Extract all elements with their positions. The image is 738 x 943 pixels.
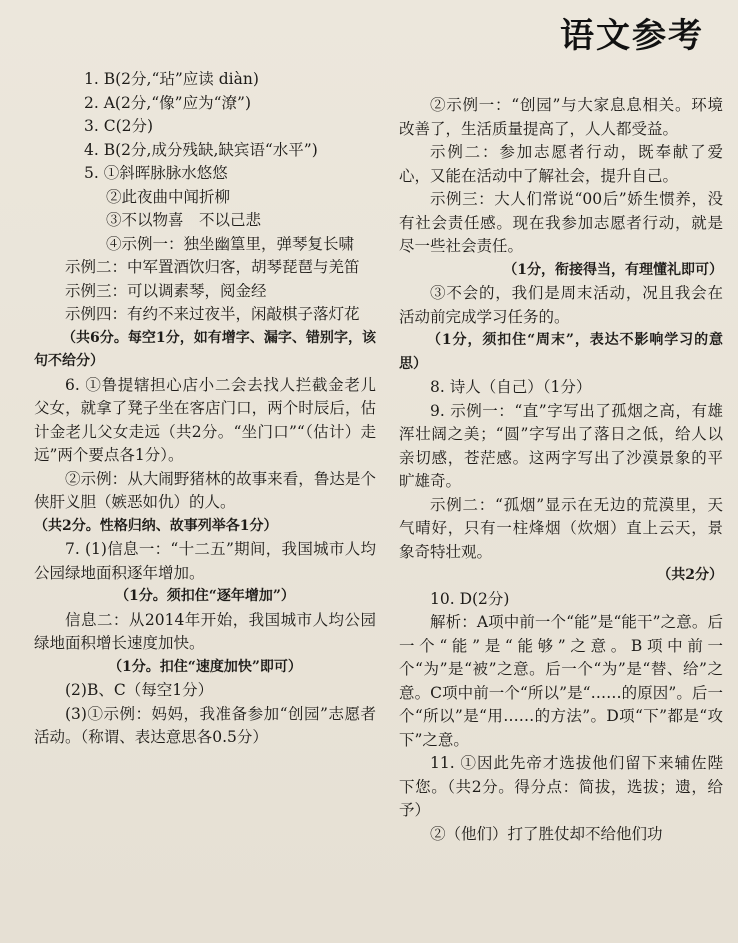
answer-paragraph: 示例二：参加志愿者行动，既奉献了爱心，又能在活动中了解社会，提升自己。 [399,143,723,185]
answer-paragraph: ④示例一：独坐幽篁里，弹琴复长啸 [106,234,355,253]
answer-paragraph: 7. (1)信息一：“十二五”期间，我国城市人均公园绿地面积逐年增加。 [34,540,376,582]
answer-paragraph: 4. B(2分,成分残缺,缺宾语“水平”) [84,140,318,159]
answer-paragraph: (3)①示例：妈妈，我准备参加“创园”志愿者活动。（称谓、表达意思各0.5分） [34,704,376,746]
answer-paragraph: 2. A(2分,“像”应为“潦”) [84,93,251,112]
answer-paragraph: （1分。扣住“速度加快”即可） [108,658,302,675]
answer-paragraph: 8. 诗人（自己）（1分） [430,378,592,396]
answer-paragraph: 6. ①鲁提辖担心店小二会去找人拦截金老儿父女，就拿了凳子坐在客店门口，两个时辰后，估计金老儿父女走远（共2分。“坐门口”“（估计）走远”两个要点各1分）。 [34,375,376,464]
answer-paragraph: 11. ①因此先帝才选拔他们留下来辅佐陛下您。（共2分。得分点：简拔，选拔；遗，给予） [399,754,723,819]
answer-paragraph: ②此夜曲中闻折柳 [106,187,231,206]
answer-paragraph: 10. D(2分) [430,589,510,608]
answer-paragraph: 3. C(2分) [84,117,154,135]
answer-paragraph: （1分，衔接得当，有理懂礼即可） [503,261,723,278]
answer-paragraph: 9. 示例一：“直”字写出了孤烟之高，有雄浑壮阔之美；“圆”字写出了落日之低，给人以亲切感，苍茫感。这两字写出了沙漠景象的平旷雄奇。 [399,401,723,490]
answer-paragraph: 信息二：从2014年开始，我国城市人均公园绿地面积增长速度加快。 [34,610,376,652]
answer-paragraph: ②示例：从大闹野猪林的故事来看，鲁达是个侠肝义胆（嫉恶如仇）的人。 [34,469,376,511]
answer-paragraph: ②示例一：“创园”与大家息息相关。环境改善了，生活质量提高了，人人都受益。 [399,96,723,138]
answer-paragraph: 示例三：可以调素琴，阅金经 [65,281,267,300]
answer-paragraph: （共2分。性格归纳、故事列举各1分） [34,517,278,534]
answer-paragraph: （1分。须扣住“逐年增加”） [115,588,295,604]
answer-paragraph: （共2分） [657,567,723,583]
answer-paragraph: 1. B(2分,“玷”应读 diàn) [84,70,259,88]
right-column [399,94,723,846]
answer-paragraph: ③不会的，我们是周末活动，况且我会在活动前完成学习任务的。 [399,284,723,326]
answer-paragraph: 示例二：中军置酒饮归客，胡琴琵琶与羌笛 [65,258,360,276]
page-title: 语文参考 [560,16,704,54]
left-column [34,68,376,750]
answer-paragraph: (2)B、C（每空1分） [65,681,214,699]
answer-paragraph: 5. ①斜晖脉脉水悠悠 [84,164,228,182]
answer-paragraph: 示例三：大人们常说“00后”娇生惯养，没有社会责任感。现在我参加志愿者行动，就是尽一些社会责任。 [399,190,723,255]
answer-paragraph: 示例四：有约不来过夜半，闲敲棋子落灯花 [65,305,360,323]
answer-paragraph: 解析：A项中前一个“能”是“能干”之意。后一个“能”是“能够”之意。B项中前一个“为”是“被”之意。后一个“为”是“替、给”之意。C项中前一个“所以”是“……的原因”。后一个“所以”是“用……的方法”。D项“下”都是“攻下”之意。 [399,613,723,749]
answer-paragraph: （共6分。每空1分，如有增字、漏字、错别字，该句不给分） [34,329,376,369]
answer-paragraph: 示例二：“孤烟”显示在无边的荒漠里，天气晴好，只有一柱烽烟（炊烟）直上云天，景象奇特壮观。 [399,495,723,561]
answer-paragraph: ③不以物喜 不以己悲 [106,211,262,229]
answer-paragraph: ②（他们）打了胜仗却不给他们功 [430,824,663,843]
answer-paragraph: （1分，须扣住“周末”，表达不影响学习的意思） [399,332,723,372]
